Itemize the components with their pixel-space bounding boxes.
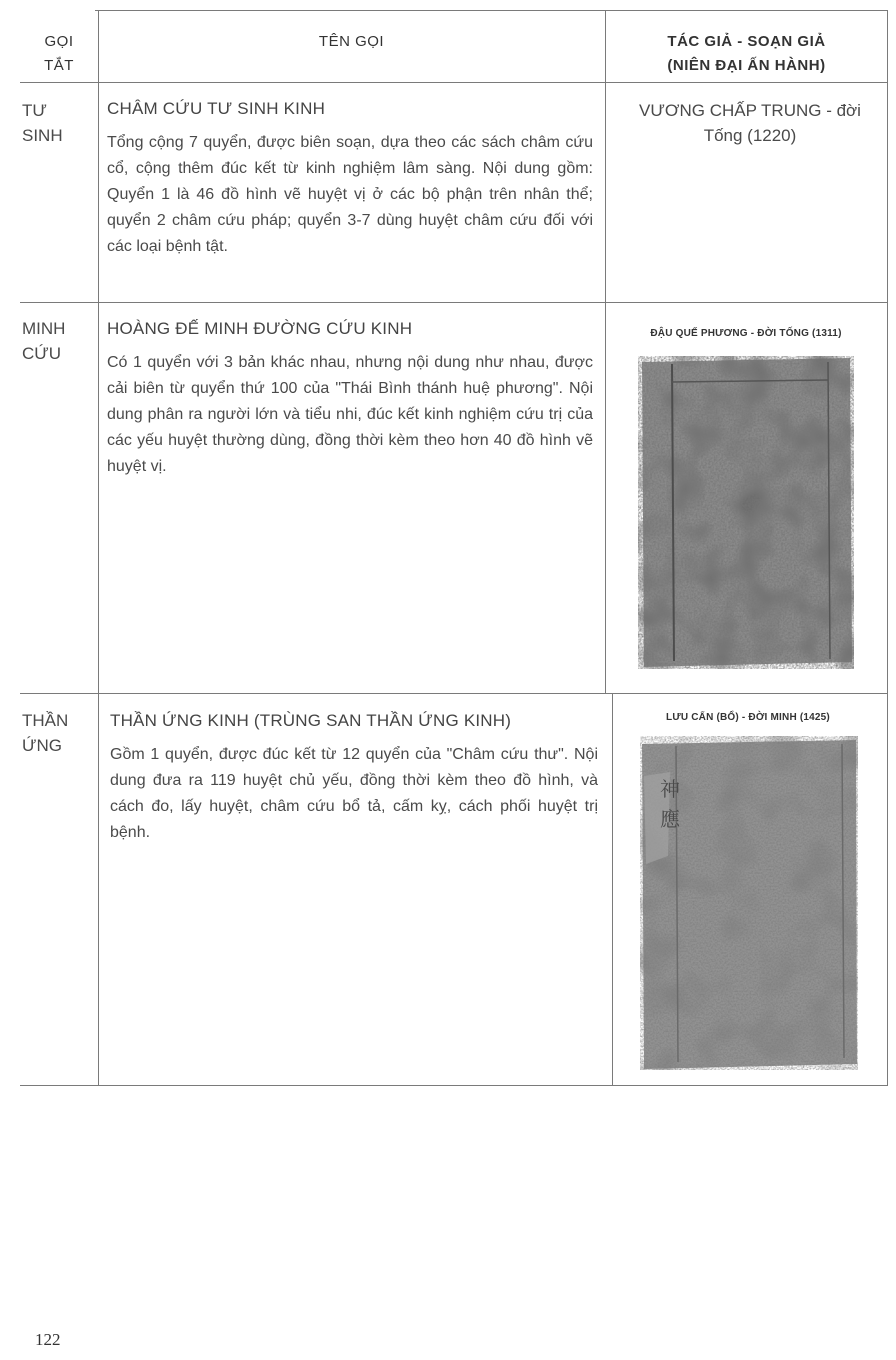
row2-book-cover-image xyxy=(638,356,854,669)
book-table xyxy=(20,10,888,1086)
table-bottom-border xyxy=(20,1085,888,1086)
row1-author-line1: VƯƠNG CHẤP TRUNG - đời xyxy=(639,101,861,120)
header-author-line2: (NIÊN ĐẠI ẤN HÀNH) xyxy=(667,57,826,74)
row1-abbreviation-line1: TƯ xyxy=(22,101,47,120)
column-divider-2b xyxy=(612,693,613,1086)
header-author-line1: TÁC GIẢ - SOẠN GIẢ xyxy=(667,33,826,50)
row3-abbreviation-line2: ỨNG xyxy=(22,736,63,755)
row-divider-1 xyxy=(20,302,888,303)
book-cover-1-graphic xyxy=(638,356,854,669)
row2-description: Có 1 quyển với 3 bản khác nhau, nhưng nội dung như nhau, được cải biên từ quyển thứ 100 của "Thái Bình thánh huệ phương". Nội dung phân ra người lớn và tiểu nhi, đúc kết kinh nghiệm cứu trị của các yếu huyệt thường dùng, đồng thời kèm theo hơn 40 đồ hình vẽ huyệt vị. xyxy=(107,354,593,475)
row1-title: CHÂM CỨU TƯ SINH KINH xyxy=(107,99,326,118)
svg-text:應: 應 xyxy=(660,807,680,831)
row2-abbreviation-line1: MINH xyxy=(22,319,66,338)
header-divider xyxy=(20,82,888,83)
page-number: 122 xyxy=(35,1330,61,1349)
row2-abbreviation-line2: CỨU xyxy=(22,344,62,363)
row3-name-cell xyxy=(110,710,598,846)
row3-abbreviation xyxy=(22,708,92,758)
header-abbreviation-text: GỌI TẮT xyxy=(44,33,74,74)
row3-abbreviation-line1: THẦN xyxy=(22,711,69,730)
row3-description: Gồm 1 quyển, được đúc kết từ 12 quyển của "Châm cứu thư". Nội dung đưa ra 119 huyệt chủ yếu, đồng thời kèm theo đồ hình, và cách đo, lấy huyệt, châm cứu bổ tả, cấm kỵ, cách phối huyệt trị bệnh. xyxy=(110,746,598,841)
header-abbreviation xyxy=(20,30,98,78)
column-divider-1 xyxy=(98,10,99,1086)
table-right-border xyxy=(887,10,888,1086)
table-top-border xyxy=(95,10,888,11)
header-name xyxy=(98,30,605,54)
row1-author xyxy=(620,98,880,148)
row3-book-cover-image xyxy=(640,736,858,1070)
row1-name-cell xyxy=(107,98,593,260)
row1-description: Tổng cộng 7 quyển, được biên soạn, dựa theo các sách châm cứu cổ, cộng thêm đúc kết từ kinh nghiệm lâm sàng. Nội dung gồm: Quyển 1 là 46 đồ hình vẽ huyệt vị ở các bộ phận trên nhân thể; quyển 2 châm cứu pháp; quyển 3-7 dùng huyệt châm cứu đối với các loại bệnh tật. xyxy=(107,134,593,255)
svg-text:神: 神 xyxy=(660,777,680,801)
header-name-text: TÊN GỌI xyxy=(318,33,385,50)
book-cover-2-graphic xyxy=(640,736,858,1070)
row2-name-cell xyxy=(107,318,593,480)
header-author xyxy=(605,30,888,78)
row3-caption: LƯU CẨN (BỔ) - ĐỜI MINH (1425) xyxy=(666,712,830,723)
row2-abbreviation xyxy=(22,316,92,366)
row1-abbreviation xyxy=(22,98,92,148)
row1-abbreviation-line2: SINH xyxy=(22,126,63,145)
row2-caption: ĐẬU QUẾ PHƯƠNG - ĐỜI TỐNG (1311) xyxy=(650,328,842,339)
column-divider-2 xyxy=(605,10,606,693)
row2-title: HOÀNG ĐẾ MINH ĐƯỜNG CỨU KINH xyxy=(107,319,413,338)
row3-title: THẦN ỨNG KINH (TRÙNG SAN THẦN ỨNG KINH) xyxy=(110,711,512,730)
row1-author-line2: Tống (1220) xyxy=(703,126,797,145)
row-divider-2 xyxy=(20,693,888,694)
